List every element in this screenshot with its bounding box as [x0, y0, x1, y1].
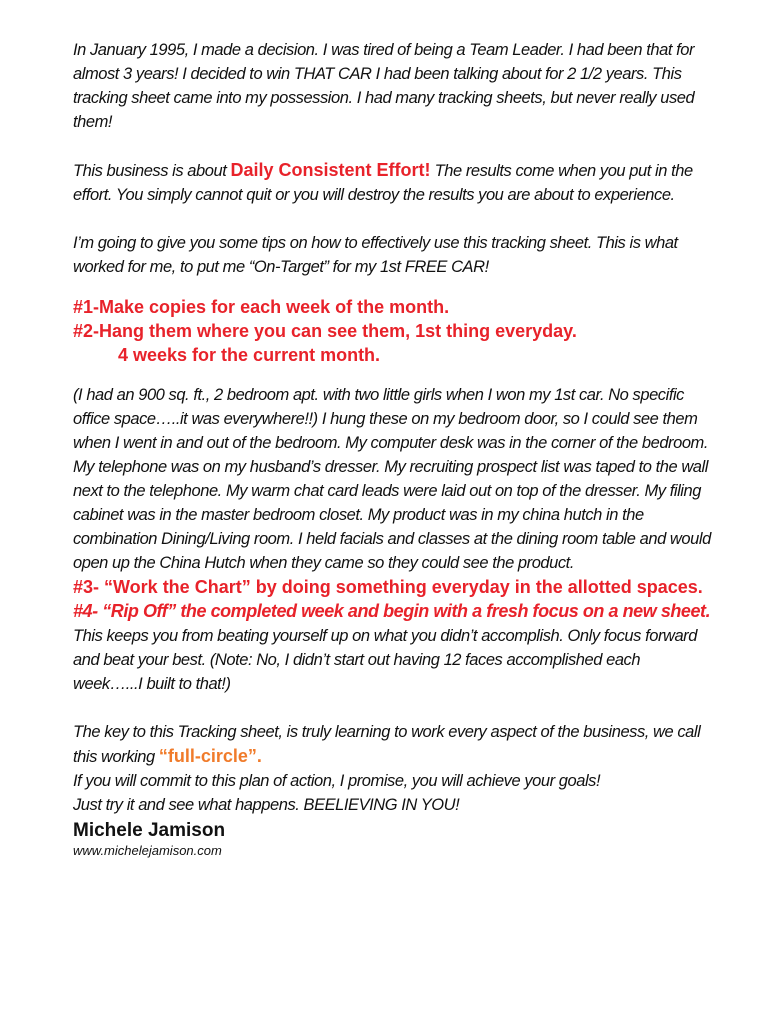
effort-text-before: This business is about — [73, 162, 231, 180]
closing-paragraph — [73, 720, 713, 769]
tip-4-text: This keeps you from beating yourself up on what you didn’t accomplish. Only focus forward and beat your best. (Note: No, I didn’t start out having 12 faces accomplished each week…...I built to that!) — [73, 627, 697, 693]
daily-consistent-effort-highlight: Daily Consistent Effort! — [230, 160, 431, 180]
tips-intro-paragraph: I’m going to give you some tips on how to effectively use this tracking sheet. This is what worked for me, to put me “On-Target” for my 1st FREE CAR! — [73, 234, 678, 276]
signature-name: Michele Jamison — [73, 820, 226, 841]
tip-4-paragraph — [73, 599, 713, 696]
tip-3-heading: #3- “Work the Chart” by doing something everyday in the allotted spaces. — [73, 577, 703, 597]
tip-2-subheading: 4 weeks for the current month. — [118, 345, 381, 365]
tip-4-heading: #4- “Rip Off” the completed week and begin with a fresh focus on a new sheet. — [73, 601, 711, 621]
signature-website-link[interactable]: www.michelejamison.com — [73, 843, 222, 858]
tips-section — [73, 295, 713, 696]
tip-1-heading: #1-Make copies for each week of the month. — [73, 297, 450, 317]
story-paragraph: (I had an 900 sq. ft., 2 bedroom apt. with two little girls when I won my 1st car. No specific office space…..it was everywhere!!) I hung these on my bedroom door, so I could see them when I went in and out of the bedroom. My computer desk was in the corner of the bedroom. My telephone was on my husband’s dresser. My recruiting prospect list was taped to the wall next to the telephone. My warm chat card leads were laid out on top of the dresser. My filing cabinet was in the master bedroom closet. My product was in my china hutch in the combination Dining/Living room. I held facials and classes at the dining room table and would open up the China Hutch when they came so they could see the product. — [73, 386, 711, 572]
full-circle-highlight: “full-circle”. — [158, 746, 262, 766]
effort-paragraph — [73, 158, 713, 207]
closing-believing-line: Just try it and see what happens. BEELIEVING IN YOU! — [73, 796, 460, 814]
closing-text-before: The key to this Tracking sheet, is truly learning to work every aspect of the business, we call this working — [73, 723, 701, 766]
effort-text-after: The results come when you put in the effort. You simply cannot quit or you will destroy the results you are about to experience. — [73, 162, 693, 204]
intro-paragraph: In January 1995, I made a decision. I was tired of being a Team Leader. I had been that for almost 3 years! I decided to win THAT CAR I had been talking about for 2 1/2 years. This tracking sheet came into my possession. I had many tracking sheets, but never really used them! — [73, 41, 695, 131]
letter-document — [73, 38, 713, 859]
tip-2-heading: #2-Hang them where you can see them, 1st thing everyday. — [73, 321, 577, 341]
closing-promise-line: If you will commit to this plan of action, I promise, you will achieve your goals! — [73, 772, 601, 790]
